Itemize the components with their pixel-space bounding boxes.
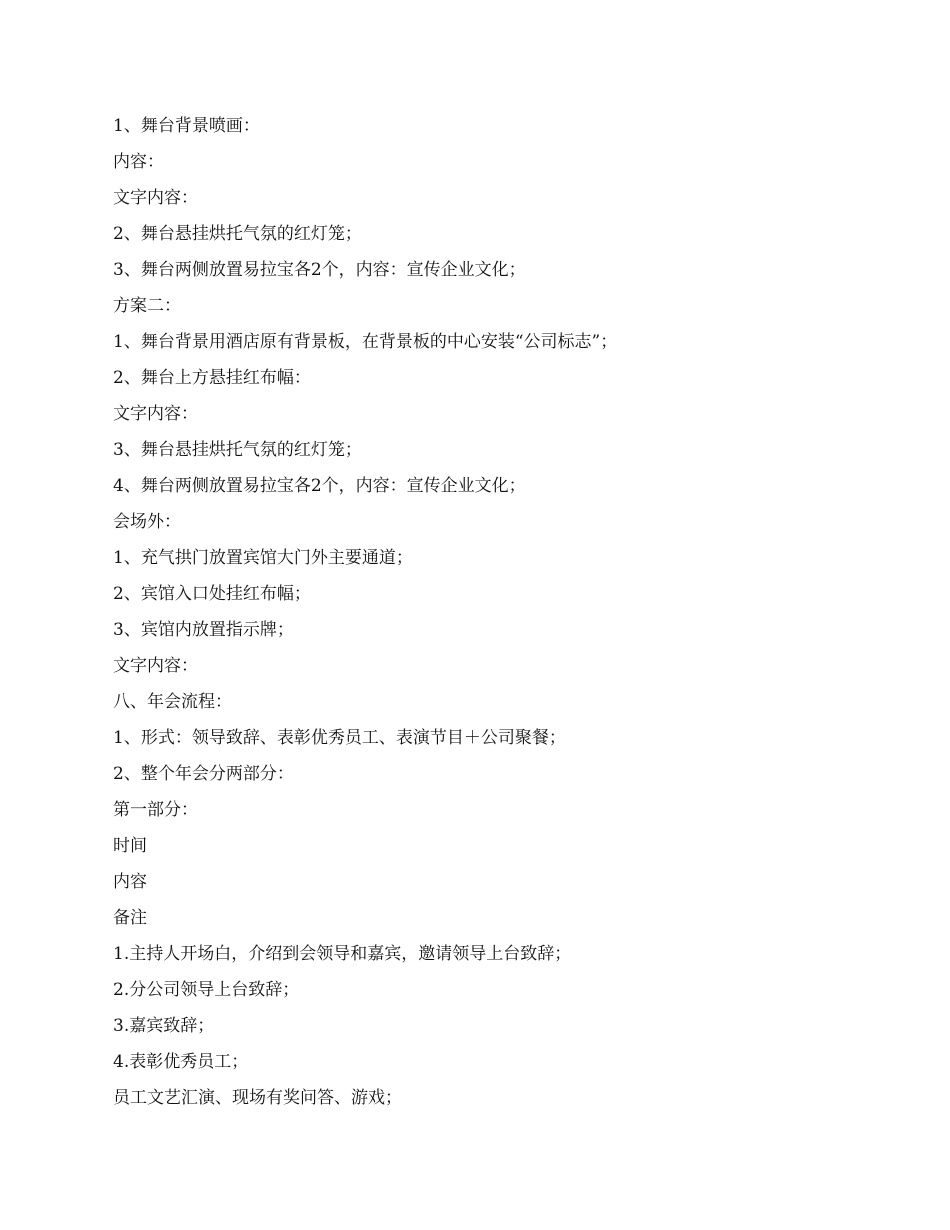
text-line: 内容：: [113, 152, 164, 172]
text-line: 1、形式：领导致辞、表彰优秀员工、表演节目＋公司聚餐；: [113, 728, 566, 748]
section-heading: 会场外：: [113, 512, 181, 532]
table-header-content: 内容: [113, 872, 147, 892]
text-line: 3、舞台两侧放置易拉宝各2个，内容：宣传企业文化；: [113, 260, 526, 280]
text-line: 2、宾馆入口处挂红布幅；: [113, 584, 311, 604]
text-line: 1、舞台背景用酒店原有背景板，在背景板的中心安装“公司标志”；: [113, 332, 618, 352]
text-line: 2.分公司领导上台致辞；: [113, 980, 300, 1000]
text-line: 4、舞台两侧放置易拉宝各2个，内容：宣传企业文化；: [113, 476, 526, 496]
text-line: 1.主持人开场白，介绍到会领导和嘉宾，邀请领导上台致辞；: [113, 944, 572, 964]
text-line: 文字内容：: [113, 656, 198, 676]
text-line: 2、整个年会分两部分：: [113, 764, 294, 784]
section-heading: 八、年会流程：: [113, 692, 232, 712]
text-line: 2、舞台上方悬挂红布幅：: [113, 368, 311, 388]
text-line: 3、舞台悬挂烘托气氛的红灯笼；: [113, 440, 362, 460]
text-line: 3.嘉宾致辞；: [113, 1016, 215, 1036]
text-line: 3、宾馆内放置指示牌；: [113, 620, 294, 640]
section-heading: 方案二：: [113, 296, 181, 316]
section-heading: 第一部分：: [113, 800, 198, 820]
text-line: 2、舞台悬挂烘托气氛的红灯笼；: [113, 224, 362, 244]
text-line: 文字内容：: [113, 188, 198, 208]
text-line: 员工文艺汇演、现场有奖问答、游戏；: [113, 1088, 402, 1108]
table-header-time: 时间: [113, 836, 147, 856]
text-line: 4.表彰优秀员工；: [113, 1052, 249, 1072]
text-line: 1、充气拱门放置宾馆大门外主要通道；: [113, 548, 413, 568]
document-body: [113, 108, 853, 1116]
text-line: 文字内容：: [113, 404, 198, 424]
table-header-remarks: 备注: [113, 908, 147, 928]
text-line: 1、舞台背景喷画：: [113, 116, 260, 136]
